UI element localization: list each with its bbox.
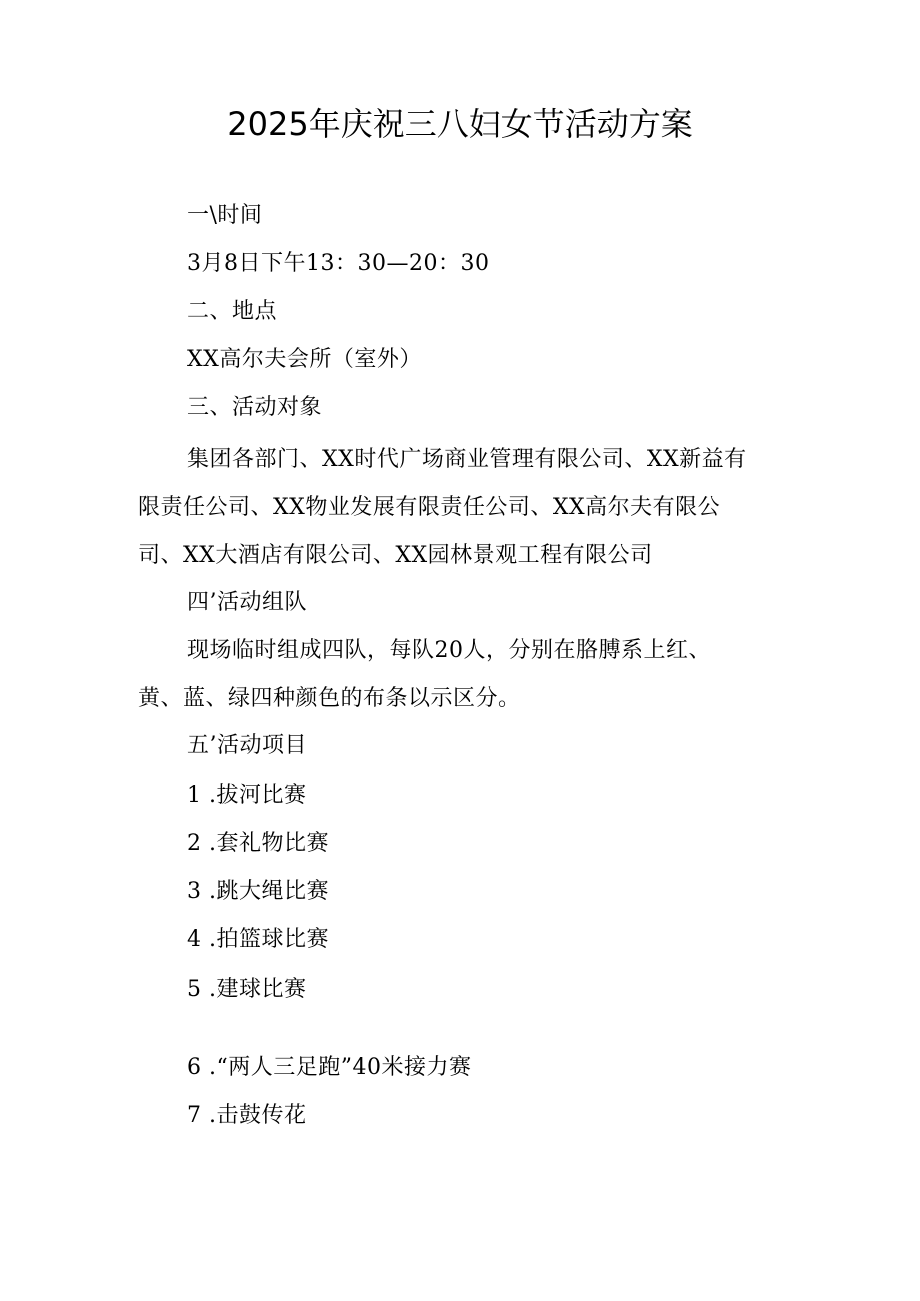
target-paragraph	[138, 436, 747, 580]
section-heading-team: 四’活动组队	[187, 590, 307, 615]
activity-item: 5 .建球比赛	[187, 977, 307, 1002]
section-heading-items: 五’活动项目	[187, 733, 307, 758]
target-line: 司、XX大酒店有限公司、XX园林景观工程有限公司	[138, 543, 653, 568]
activity-item: 7 .击鼓传花	[187, 1103, 307, 1128]
document-title: 2025年庆祝三八妇女节活动方案	[227, 105, 693, 143]
team-line: 现场临时组成四队，每队20人，分别在胳膊系上红、	[187, 638, 711, 663]
activity-item: 6 .“两人三足跑”40米接力赛	[187, 1055, 472, 1080]
target-line: 集团各部门、XX时代广场商业管理有限公司、XX新益有	[187, 447, 747, 472]
section-heading-target: 三、活动对象	[187, 395, 323, 420]
target-line: 限责任公司、XX物业发展有限责任公司、XX高尔夫有限公	[138, 495, 721, 520]
activity-item: 3 .跳大绳比赛	[187, 879, 329, 904]
time-value: 3月8日下午13：30—20：30	[187, 251, 490, 276]
place-value: XX高尔夫会所（室外）	[187, 347, 422, 372]
activity-item: 1 .拔河比赛	[187, 783, 307, 808]
activity-item: 4 .拍篮球比赛	[187, 927, 329, 952]
team-paragraph	[138, 627, 711, 723]
section-heading-place: 二、地点	[187, 299, 278, 324]
section-heading-time: 一\时间	[187, 203, 263, 228]
activity-item: 2 .套礼物比赛	[187, 831, 329, 856]
team-line: 黄、蓝、绿四种颜色的布条以示区分。	[138, 686, 521, 711]
